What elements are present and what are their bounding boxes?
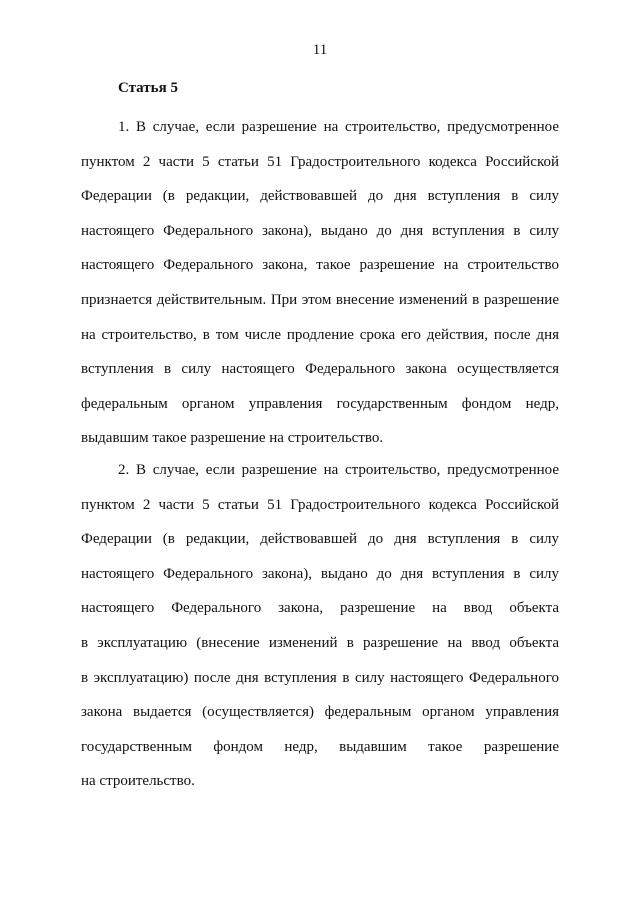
paragraph-line: 1. В случае, если разрешение на строительство, предусмотренное	[118, 119, 559, 135]
paragraph-line: признается действительным. При этом внесение изменений в разрешение	[81, 291, 559, 308]
paragraph-2	[81, 453, 559, 799]
paragraph-line: настоящего Федерального закона), выдано до дня вступления в силу	[81, 222, 559, 239]
paragraph-line: вступления в силу настоящего Федерального закона осуществляется	[81, 361, 559, 378]
paragraph-line: выдавшим такое разрешение на строительство.	[81, 430, 384, 447]
paragraph-line: на строительство.	[81, 773, 195, 790]
paragraph-line: федеральным органом управления государственным фондом недр,	[81, 395, 559, 412]
paragraph-line: настоящего Федерального закона, такое разрешение на строительство	[81, 257, 559, 274]
paragraph-line: на строительство, в том числе продление срока его действия, после дня	[81, 326, 559, 343]
paragraph-line: настоящего Федерального закона), выдано до дня вступления в силу	[81, 565, 559, 582]
page-number: 11	[312, 42, 328, 58]
paragraph-line: Федерации (в редакции, действовавшей до дня вступления в силу	[81, 188, 559, 205]
paragraph-line: в эксплуатацию (внесение изменений в разрешение на ввод объекта	[81, 634, 559, 651]
paragraph-line: Федерации (в редакции, действовавшей до дня вступления в силу	[81, 531, 559, 548]
article-title: Статья 5	[118, 80, 178, 96]
paragraph-line: настоящего Федерального закона, разрешение на ввод объекта	[81, 600, 559, 617]
paragraph-line: в эксплуатацию) после дня вступления в силу настоящего Федерального	[81, 669, 559, 686]
paragraph-line: закона выдается (осуществляется) федеральным органом управления	[81, 704, 559, 721]
paragraph-line: 2. В случае, если разрешение на строительство, предусмотренное	[118, 462, 559, 478]
paragraph-line: пунктом 2 части 5 статьи 51 Градостроительного кодекса Российской	[81, 496, 559, 513]
paragraph-1	[81, 110, 559, 456]
paragraph-line: государственным фондом недр, выдавшим такое разрешение	[81, 738, 559, 755]
paragraph-line: пунктом 2 части 5 статьи 51 Градостроительного кодекса Российской	[81, 153, 559, 170]
